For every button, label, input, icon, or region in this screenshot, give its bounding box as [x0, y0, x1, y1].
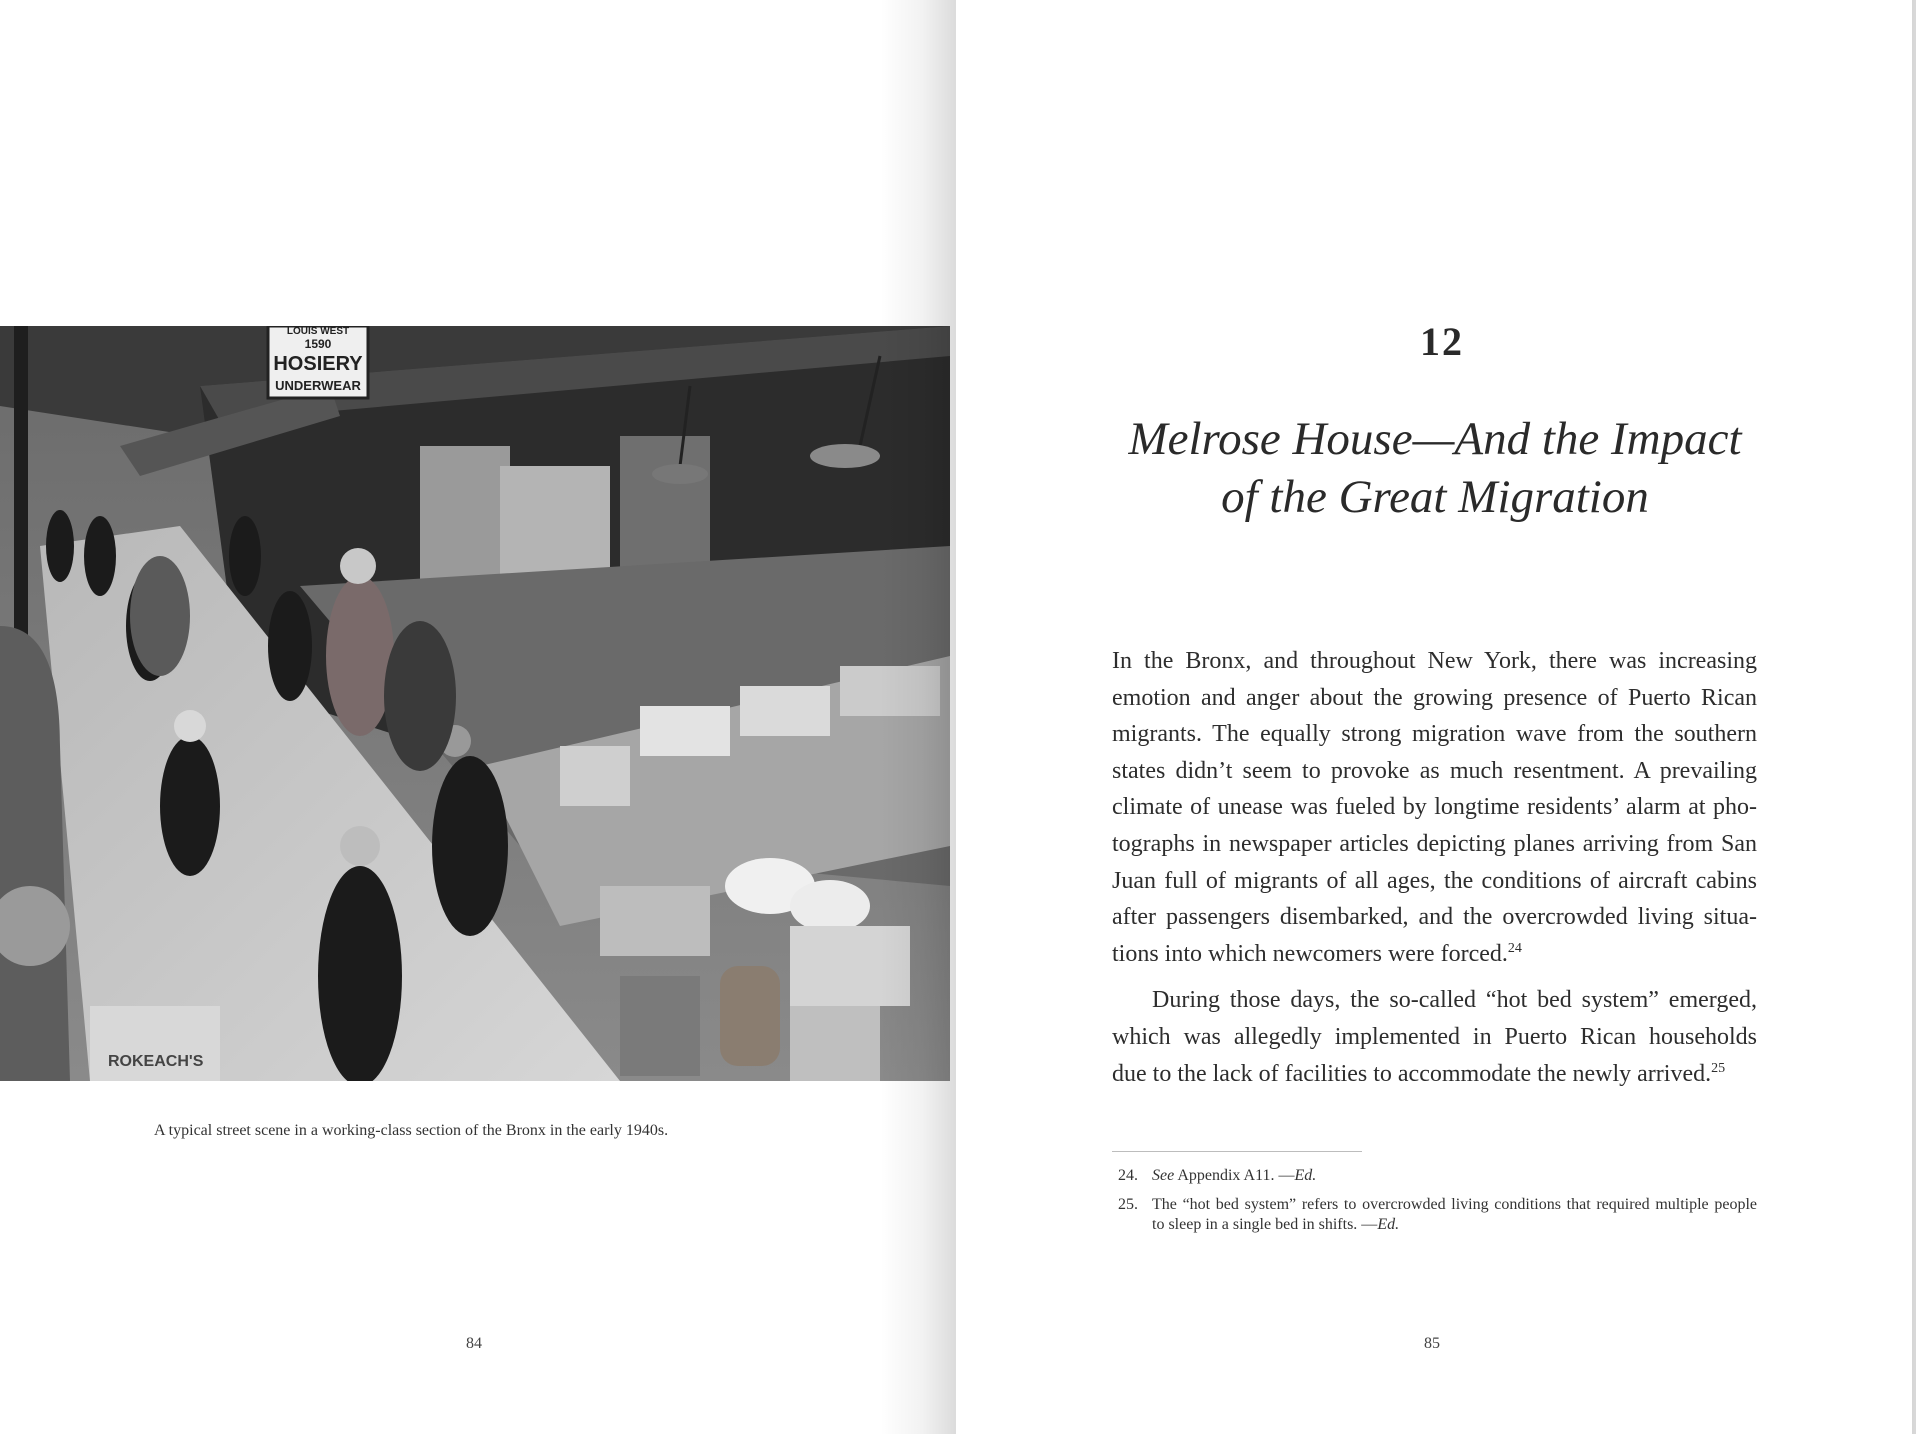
text-line: states didn’t seem to provoke as much resentment. A prevailing — [1112, 757, 1757, 784]
text-line: tographs in newspaper articles depicting planes arriving from San — [1112, 830, 1757, 857]
paragraph-1 — [1112, 643, 1757, 972]
text-line: Juan full of migrants of all ages, the conditions of aircraft cabins — [1112, 867, 1757, 894]
sign-line-2: 1590 — [304, 337, 332, 351]
footnote-number: 25. — [1118, 1196, 1138, 1213]
footnote-25 — [1112, 1195, 1757, 1235]
footnote-ed: Ed. — [1294, 1167, 1317, 1184]
text-line-content: due to the lack of facilities to accommodate the newly arrived. — [1112, 1060, 1712, 1087]
footnote-body: Appendix A11. — — [1174, 1167, 1295, 1184]
text-line: During those days, the so-called “hot bed system” emerged, — [1152, 987, 1757, 1014]
chapter-title — [1080, 410, 1790, 526]
footnote-text-line: The “hot bed system” refers to overcrowded living conditions that required multiple people — [1152, 1196, 1757, 1213]
sign-line-1: LOUIS WEST — [286, 326, 350, 337]
gutter-shadow — [880, 0, 956, 1434]
text-line — [1112, 936, 1757, 973]
chapter-title-line: Melrose House—And the Impact — [1128, 413, 1742, 465]
footnotes — [1112, 1166, 1757, 1244]
page-number-right: 85 — [1424, 1335, 1440, 1352]
footnote-text-line — [1152, 1215, 1757, 1235]
footnote-text — [1152, 1166, 1757, 1186]
chapter-title-line: of the Great Migration — [1221, 471, 1649, 523]
text-line — [1112, 1056, 1757, 1093]
text-line: emotion and anger about the growing presence of Puerto Rican — [1112, 684, 1757, 711]
footnote-ref-25[interactable]: 25 — [1711, 1060, 1726, 1076]
footnote-number: 24. — [1118, 1167, 1138, 1184]
footnote-ed: Ed. — [1377, 1216, 1400, 1233]
paragraph-2 — [1112, 982, 1757, 1092]
gutter-shadow — [1912, 0, 1916, 1434]
body-text — [1112, 643, 1757, 1092]
page-number-left: 84 — [466, 1335, 482, 1352]
text-line: climate of unease was fueled by longtime residents’ alarm at pho- — [1112, 794, 1757, 821]
crate-label: ROKEACH'S — [108, 1053, 204, 1070]
left-page — [0, 0, 956, 1434]
footnote-ref-24[interactable]: 24 — [1507, 940, 1522, 956]
photo-illustration — [0, 326, 950, 1081]
footnote-body: to sleep in a single bed in shifts. — — [1152, 1216, 1378, 1233]
footnote-rule — [1112, 1151, 1362, 1152]
footnote-see: See — [1152, 1167, 1175, 1184]
text-line: after passengers disembarked, and the overcrowded living situa- — [1112, 904, 1757, 931]
street-scene-photo — [0, 326, 950, 1081]
text-line-content: tions into which newcomers were forced. — [1112, 940, 1508, 967]
photo-caption: A typical street scene in a working-class section of the Bronx in the early 1940s. — [154, 1122, 669, 1139]
sign-line-3: HOSIERY — [273, 353, 363, 375]
text-line: which was allegedly implemented in Puerto Rican households — [1112, 1023, 1757, 1050]
footnote-24 — [1112, 1166, 1757, 1186]
text-line: migrants. The equally strong migration wave from the southern — [1112, 721, 1757, 748]
chapter-number: 12 — [1420, 319, 1464, 364]
sign-line-4: UNDERWEAR — [275, 378, 361, 393]
text-line: In the Bronx, and throughout New York, there was increasing — [1112, 648, 1757, 674]
